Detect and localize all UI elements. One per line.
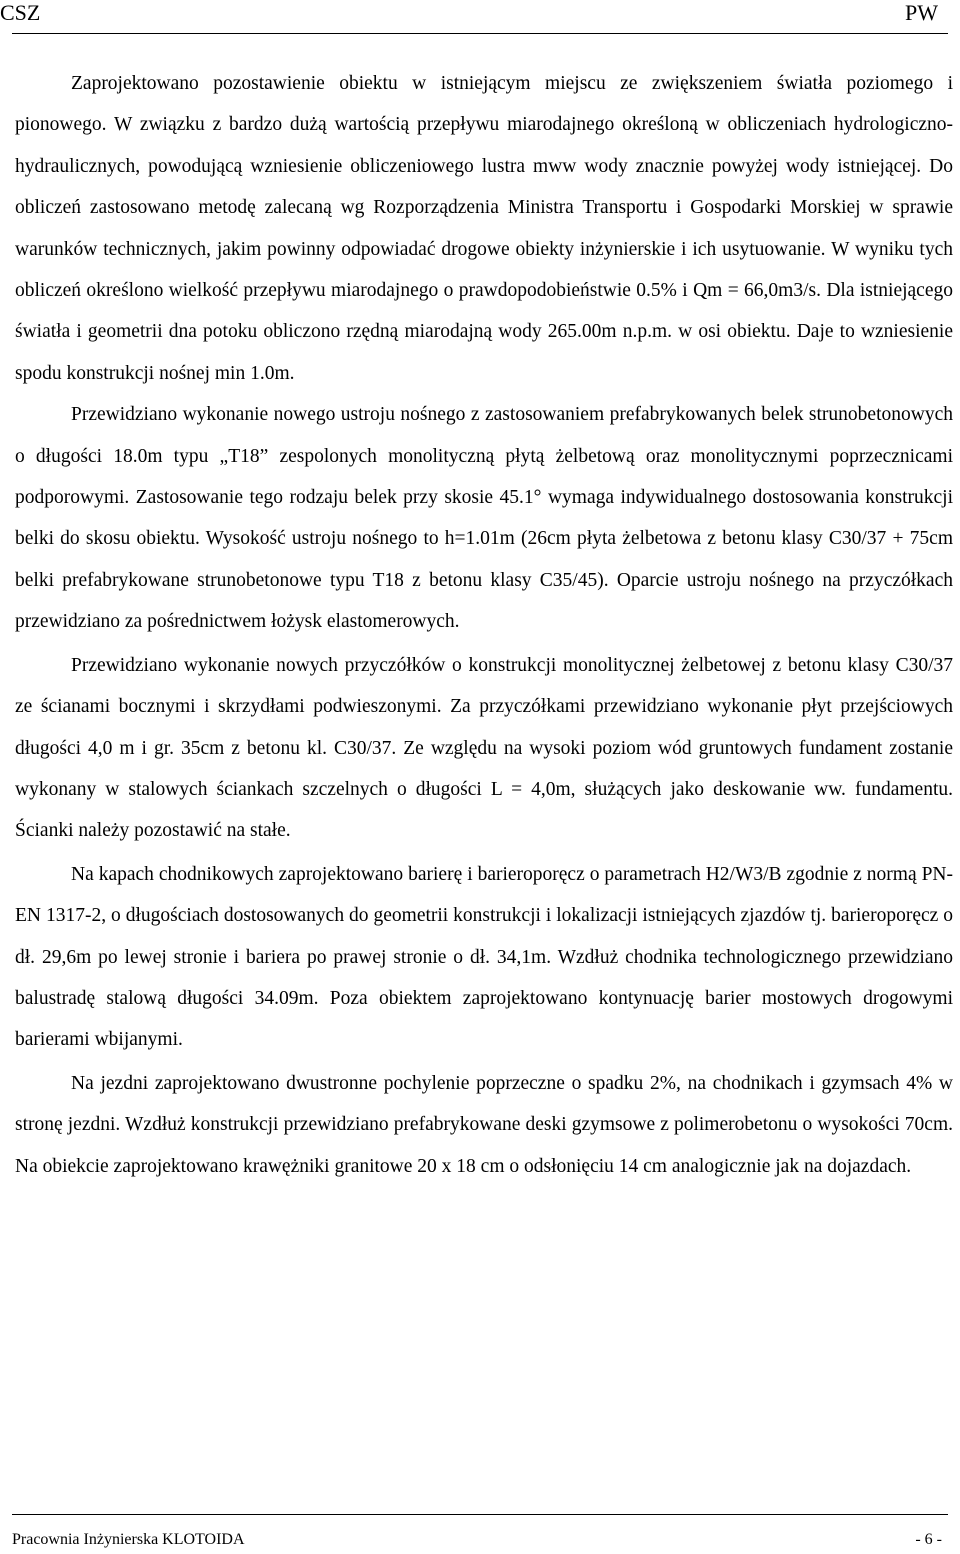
header-divider (12, 33, 948, 34)
paragraph-barriers: Na kapach chodnikowych zaprojektowano barierę i barieroporęcz o parametrach H2/W3/B zgodnie z normą PN-EN 1317-2, o długościach dostosowanych do geometrii konstrukcji i lokalizacji istniejących zjazdów tj. barieroporęcz o dł. 29,6m po lewej stronie i bariera po prawej stronie o dł. 34,1m. Wzdłuż chodnika technologicznego przewidziano balustradę stalową długości 34.09m. Poza obiektem zaprojektowano kontynuację barier mostowych drogowymi barierami wbijanymi. (15, 863, 953, 1051)
paragraph-abutments: Przewidziano wykonanie nowych przyczółków o konstrukcji monolitycznej żelbetowej z betonu klasy C30/37 ze ścianami bocznymi i skrzydłami podwieszonymi. Za przyczółkami przewidziano wykonanie płyt przejściowych długości 4,0 m i gr. 35cm z betonu kl. C30/37. Ze względu na wysoki poziom wód gruntowych fundament zostanie wykonany w stalowych ściankach szczelnych o długości L = 4,0m, służących jako deskowanie ww. fundamentu. Ścianki należy pozostawić na stałe. (15, 654, 953, 842)
paragraph-deck-slopes: Na jezdni zaprojektowano dwustronne pochylenie poprzeczne o spadku 2%, na chodnikach i gzymsach 4% w stronę jezdni. Wzdłuż konstrukcji przewidziano prefabrykowane deski gzymsowe z polimerobetonu o wysokości 70cm. Na obiekcie zaprojektowano krawężniki granitowe 20 x 18 cm o odsłonięciu 14 cm analogicznie jak na dojazdach. (15, 1072, 953, 1177)
paragraph-superstructure: Przewidziano wykonanie nowego ustroju nośnego z zastosowaniem prefabrykowanych belek strunobetonowych o długości 18.0m typu „T18” zespolonych monolityczną płytą żelbetową oraz monolitycznymi poprzecznicami podporowymi. Zastosowanie tego rodzaju belek przy skosie 45.1° wymaga indywidualnego dostosowania konstrukcji belki do skosu obiektu. Wysokość ustroju nośnego to h=1.01m (26cm płyta żelbetowa z betonu klasy C30/37 + 75cm belki prefabrykowane strunobetonowe typu T18 z betonu klasy C35/45). Oparcie ustroju nośnego na przyczółkach przewidziano za pośrednictwem łożysk elastomerowych. (15, 404, 953, 633)
footer-divider (12, 1514, 948, 1515)
page-header (0, 0, 960, 34)
document-body (15, 63, 953, 1187)
paragraph-clearance: Zaprojektowano pozostawienie obiektu w istniejącym miejscu ze zwiększeniem światła poziomego i pionowego. W związku z bardzo dużą wartością przepływu miarodajnego określoną w obliczeniach hydrologiczno-hydraulicznych, powodującą wzniesienie obliczeniowego lustra mww wody znacznie powyżej wody istniejącej. Do obliczeń zastosowano metodę zalecaną wg Rozporządzenia Ministra Transportu i Gospodarki Morskiej w sprawie warunków technicznych, jakim powinny odpowiadać drogowe obiekty inżynierskie i ich usytuowanie. W wyniku tych obliczeń określono wielkość przepływu miarodajnego o prawdopodobieństwie 0.5% i Qm = 66,0m3/s. Dla istniejącego światła i geometrii dna potoku obliczono rzędną miarodajną wody 265.00m n.p.m. w osi obiektu. Daje to wzniesienie spodu konstrukcji nośnej min 1.0m. (15, 73, 953, 384)
header-right-text: PW (905, 0, 938, 25)
page-number: - 6 - (915, 1531, 942, 1548)
header-left-text: CSZ (0, 0, 41, 25)
footer-company: Pracownia Inżynierska KLOTOIDA (12, 1531, 245, 1548)
